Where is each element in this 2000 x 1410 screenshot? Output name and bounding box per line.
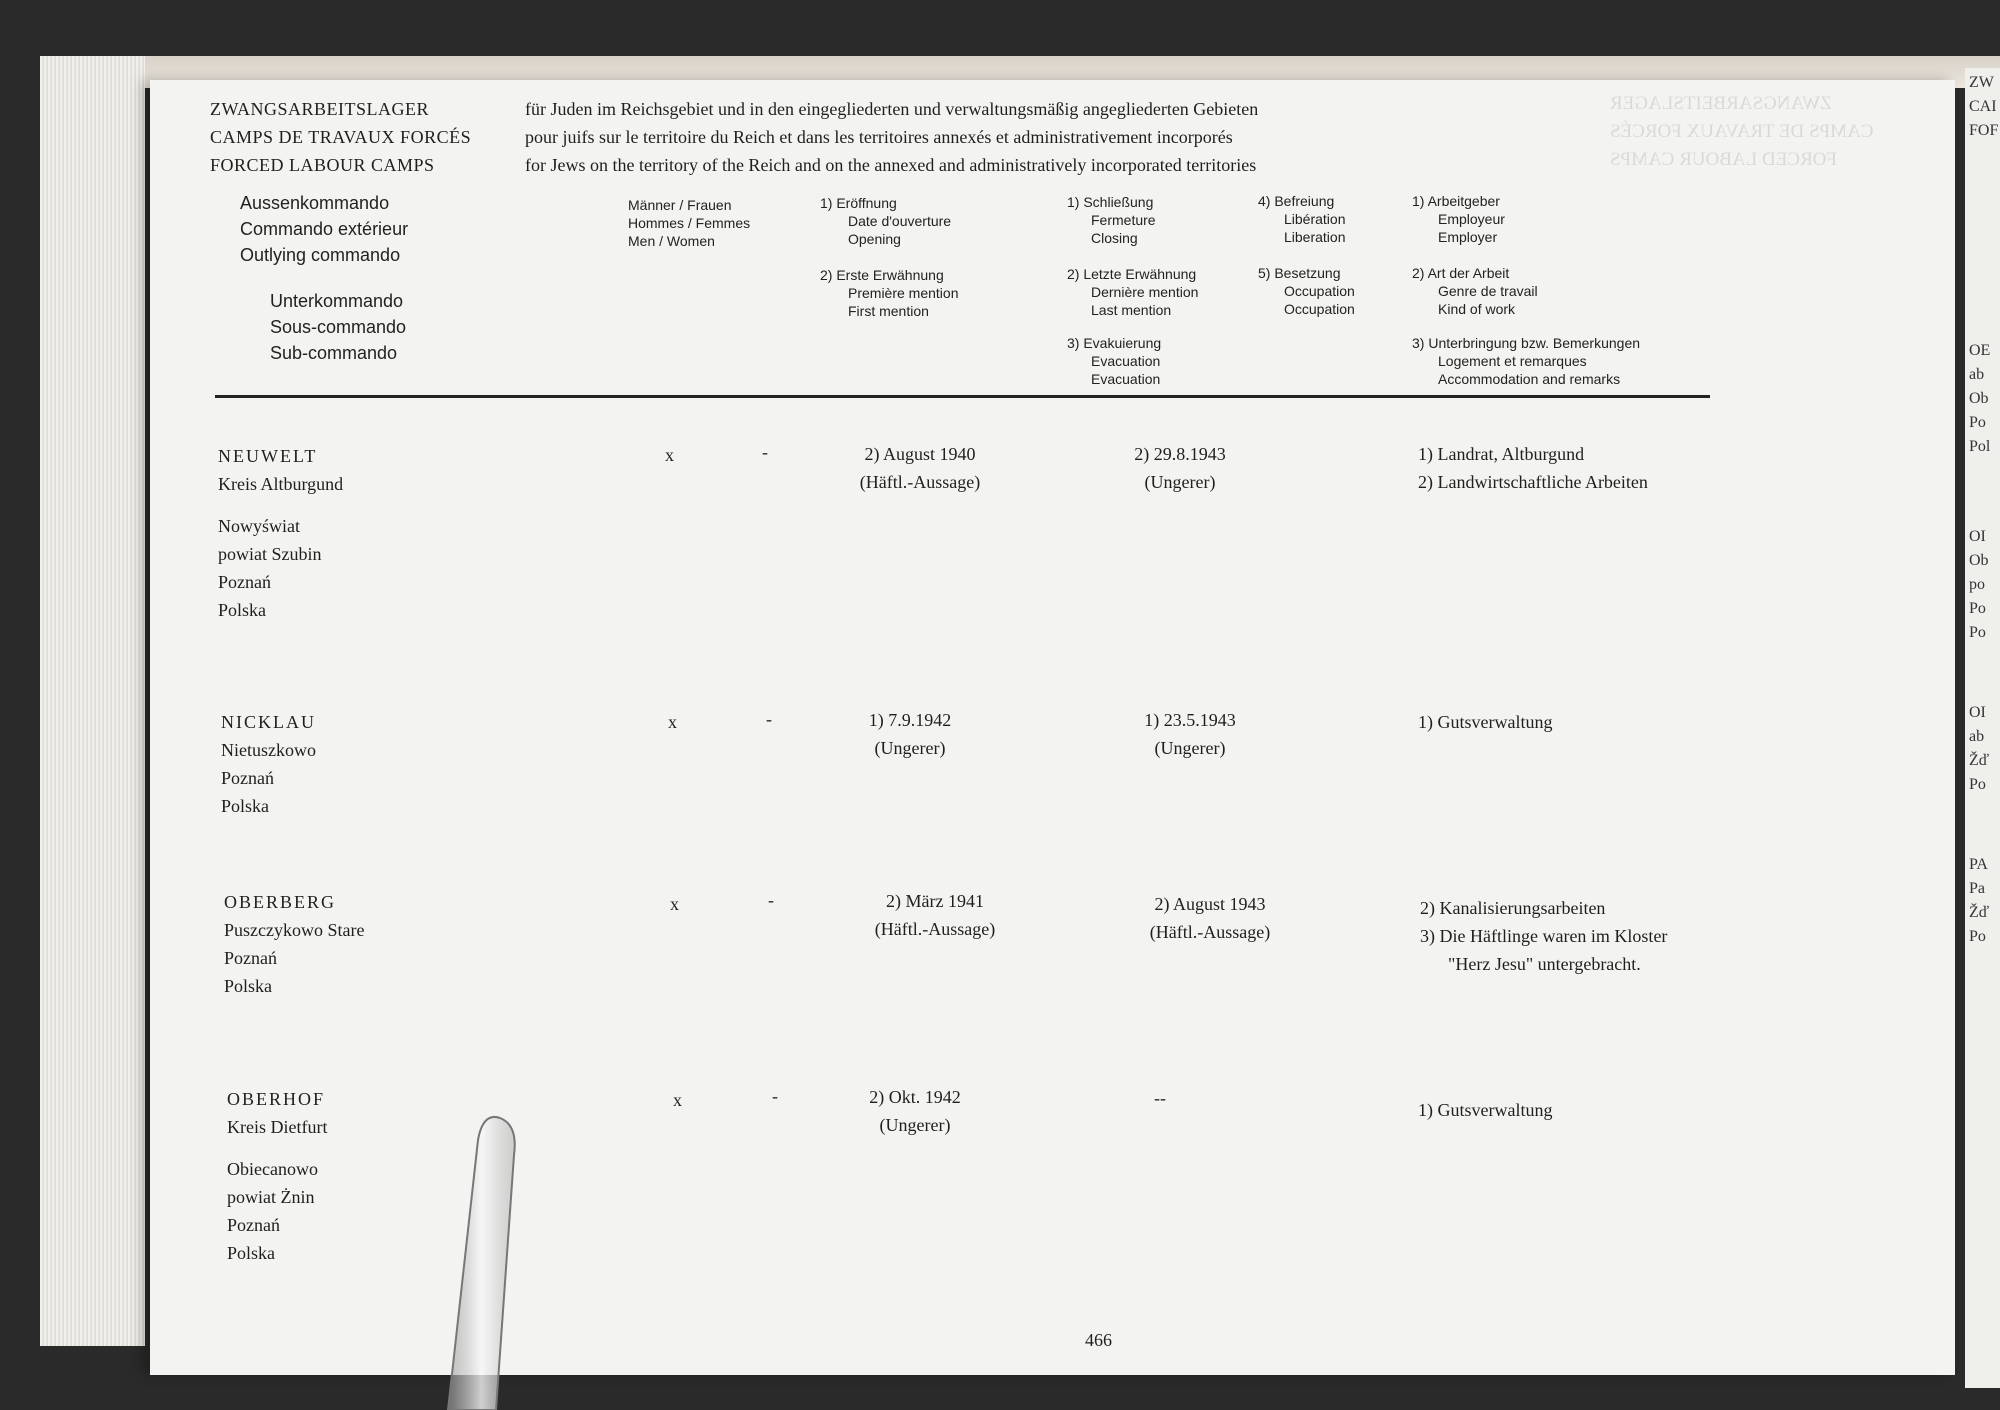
col-last-mention <box>1067 265 1198 319</box>
date-line: 1) 7.9.1942 <box>868 710 952 730</box>
book-page-edges <box>40 56 145 1346</box>
place-line: powiat Szubin <box>218 544 322 564</box>
date-line: 2) März 1941 <box>886 891 984 911</box>
place-line: Polska <box>227 1243 276 1263</box>
col-line: Employeur <box>1438 211 1505 227</box>
source-line: (Ungerer) <box>1144 472 1216 492</box>
col-line: 5) Besetzung <box>1258 265 1341 281</box>
col-line: Closing <box>1091 230 1138 246</box>
place-line: Nowyświat <box>218 516 300 536</box>
entry-oberhof-place <box>227 1085 327 1267</box>
bleed-through: ZWANGSARBEITSLAGER CAMPS DE TRAVAUX FORCÉS FORCED LABOUR CAMPS <box>1610 93 1874 170</box>
next-page-text: Po <box>1969 414 1986 431</box>
entry-oberberg-opening <box>830 887 1040 943</box>
next-page-text: Po <box>1969 776 1986 793</box>
camp-name: NICKLAU <box>221 712 316 732</box>
col-line: Men / Women <box>628 233 715 249</box>
source-line: (Ungerer) <box>874 738 946 758</box>
next-page-text: Po <box>1969 624 1986 641</box>
transparent-pen-tip <box>438 1110 528 1410</box>
col-line: 4) Befreiung <box>1258 193 1335 209</box>
place-line: Poznań <box>221 768 274 788</box>
next-page-text: Ob <box>1969 390 1989 407</box>
col-line: 1) Eröffnung <box>820 195 897 211</box>
next-page-text: Žď <box>1969 904 1990 921</box>
place-line: Poznań <box>218 572 271 592</box>
next-page-text: OI <box>1969 704 1986 721</box>
entry-oberhof-remarks <box>1418 1096 1552 1124</box>
col-line: 3) Unterbringung bzw. Bemerkungen <box>1412 335 1641 351</box>
col-employer <box>1412 192 1505 246</box>
entry-neuwelt-remarks <box>1418 440 1648 496</box>
col-line: 2) Letzte Erwähnung <box>1067 266 1197 282</box>
remark-line: 2) Kanalisierungsarbeiten <box>1420 898 1606 918</box>
place-line: Polska <box>224 976 273 996</box>
section-subtitle <box>525 95 1258 179</box>
title-en: FORCED LABOUR CAMPS <box>210 155 435 175</box>
remark-line: "Herz Jesu" untergebracht. <box>1448 954 1641 974</box>
label-line: Aussenkommando <box>240 193 390 213</box>
col-line: Dernière mention <box>1091 284 1199 300</box>
col-line: Logement et remarques <box>1438 353 1587 369</box>
men-mark: x <box>673 1090 682 1110</box>
col-line: First mention <box>848 303 929 319</box>
next-page-edge <box>1965 68 2000 1388</box>
entry-oberberg-remarks <box>1420 894 1667 978</box>
col-line: 3) Evakuierung <box>1067 335 1162 351</box>
entry-neuwelt-opening <box>815 440 1025 496</box>
entry-nicklau-closing <box>1100 706 1280 762</box>
page-number: 466 <box>1085 1330 1112 1350</box>
date-line: 2) August 1940 <box>864 444 976 464</box>
entry-neuwelt-closing <box>1100 440 1260 496</box>
col-line: Libération <box>1284 211 1346 227</box>
women-mark: - <box>762 442 768 462</box>
next-page-text: Ob <box>1969 552 1989 569</box>
col-liberation <box>1258 192 1346 246</box>
next-page-text: PA <box>1969 856 1988 873</box>
col-line: Employer <box>1438 229 1498 245</box>
entry-neuwelt-place <box>218 442 343 624</box>
men-mark: x <box>670 894 679 914</box>
label-line: Commando extérieur <box>240 219 409 239</box>
place-line: Kreis Dietfurt <box>227 1117 328 1137</box>
label-line: Sub-commando <box>270 343 398 363</box>
place-line: Polska <box>221 796 270 816</box>
col-closing <box>1067 193 1156 247</box>
col-line: Genre de travail <box>1438 283 1538 299</box>
place-line: Poznań <box>224 948 277 968</box>
remark-line: 1) Gutsverwaltung <box>1418 712 1553 732</box>
next-page-text: Po <box>1969 600 1986 617</box>
col-line: 2) Art der Arbeit <box>1412 265 1510 281</box>
label-line: Outlying commando <box>240 245 401 265</box>
next-page-text: ZW <box>1969 74 1994 91</box>
entry-oberhof-opening <box>830 1083 1000 1139</box>
next-page-text: Pol <box>1969 438 1991 455</box>
entry-nicklau-place <box>221 708 316 820</box>
next-page-text: ab <box>1969 728 1985 745</box>
remark-line: 1) Landrat, Altburgund <box>1418 444 1585 464</box>
label-line: Unterkommando <box>270 291 404 311</box>
col-line: Liberation <box>1284 229 1346 245</box>
place-line: Kreis Altburgund <box>218 474 344 494</box>
camp-name: OBERHOF <box>227 1089 326 1109</box>
book-page <box>150 80 1955 1375</box>
title-de: ZWANGSARBEITSLAGER <box>210 99 429 119</box>
entry-oberberg-closing <box>1105 890 1315 946</box>
remark-line: 1) Gutsverwaltung <box>1418 1100 1553 1120</box>
place-line: Nietuszkowo <box>221 740 316 760</box>
col-line: Evacuation <box>1091 371 1161 387</box>
col-line: Fermeture <box>1091 212 1156 228</box>
entry-oberhof-closing <box>1130 1084 1190 1112</box>
source-line: (Häftl.-Aussage) <box>1149 922 1271 942</box>
col-opening <box>820 194 951 248</box>
date-line: -- <box>1154 1088 1166 1108</box>
place-line: Puszczykowo Stare <box>224 920 365 940</box>
men-mark: x <box>668 712 677 732</box>
col-line: Last mention <box>1091 302 1172 318</box>
source-line: (Ungerer) <box>879 1115 951 1135</box>
date-line: 1) 23.5.1943 <box>1144 710 1236 730</box>
date-line: 2) 29.8.1943 <box>1134 444 1226 464</box>
next-page-text: Pa <box>1969 880 1985 897</box>
col-first-mention <box>820 266 959 320</box>
col-line: Date d'ouverture <box>848 213 952 229</box>
col-evacuation <box>1067 334 1161 388</box>
col-accommodation <box>1412 334 1640 388</box>
col-line: Accommodation and remarks <box>1438 371 1621 387</box>
place-line: powiat Żnin <box>227 1187 315 1207</box>
men-mark: x <box>665 445 674 465</box>
section-title <box>210 95 471 179</box>
title-fr: CAMPS DE TRAVAUX FORCÉS <box>210 127 472 147</box>
col-line: Evacuation <box>1091 353 1161 369</box>
next-page-text: CAI <box>1969 98 1997 115</box>
entry-oberberg-place <box>224 888 364 1000</box>
subtitle-fr: pour juifs sur le territoire du Reich et dans les territoires annexés et administrativement incorporés <box>525 127 1233 147</box>
next-page-text: OI <box>1969 528 1986 545</box>
col-line: Première mention <box>848 285 959 301</box>
camp-name: OBERBERG <box>224 892 337 912</box>
col-kind-of-work <box>1412 264 1538 318</box>
label-aussenkommando <box>240 190 408 268</box>
col-line: Occupation <box>1284 301 1355 317</box>
col-line: 1) Schließung <box>1067 194 1154 210</box>
place-line: Polska <box>218 600 267 620</box>
label-line: Sous-commando <box>270 317 407 337</box>
next-page-text: OE <box>1969 342 1991 359</box>
women-mark: - <box>768 890 774 910</box>
source-line: (Häftl.-Aussage) <box>874 919 996 939</box>
col-occupation <box>1258 264 1355 318</box>
col-line: 2) Erste Erwähnung <box>820 267 944 283</box>
date-line: 2) August 1943 <box>1154 894 1266 914</box>
header-rule <box>215 395 1710 398</box>
remark-line: 3) Die Häftlinge waren im Kloster <box>1420 926 1668 946</box>
col-line: Männer / Frauen <box>628 197 732 213</box>
place-line: Poznań <box>227 1215 280 1235</box>
entry-nicklau-remarks <box>1418 708 1552 736</box>
place-line: Obiecanowo <box>227 1159 318 1179</box>
women-mark: - <box>766 709 772 729</box>
subtitle-de: für Juden im Reichsgebiet und in den eingegliederten und verwaltungsmäßig angegliederten Gebieten <box>525 99 1259 119</box>
source-line: (Ungerer) <box>1154 738 1226 758</box>
next-page-text: po <box>1969 576 1985 593</box>
col-line: 1) Arbeitgeber <box>1412 193 1500 209</box>
next-page-text: ab <box>1969 366 1985 383</box>
camp-name: NEUWELT <box>218 446 318 466</box>
col-line: Kind of work <box>1438 301 1516 317</box>
next-page-text: Po <box>1969 928 1986 945</box>
col-gender <box>628 196 750 250</box>
women-mark: - <box>772 1086 778 1106</box>
subtitle-en: for Jews on the territory of the Reich and on the annexed and administratively incorporated territories <box>525 155 1257 175</box>
next-page-text: Žď <box>1969 752 1990 769</box>
next-page-text: FOF <box>1969 122 1999 139</box>
date-line: 2) Okt. 1942 <box>869 1087 961 1107</box>
col-line: Occupation <box>1284 283 1355 299</box>
label-unterkommando <box>270 288 406 366</box>
remark-line: 2) Landwirtschaftliche Arbeiten <box>1418 472 1648 492</box>
source-line: (Häftl.-Aussage) <box>859 472 981 492</box>
col-line: Hommes / Femmes <box>628 215 751 231</box>
entry-nicklau-opening <box>820 706 1000 762</box>
col-line: Opening <box>848 231 901 247</box>
